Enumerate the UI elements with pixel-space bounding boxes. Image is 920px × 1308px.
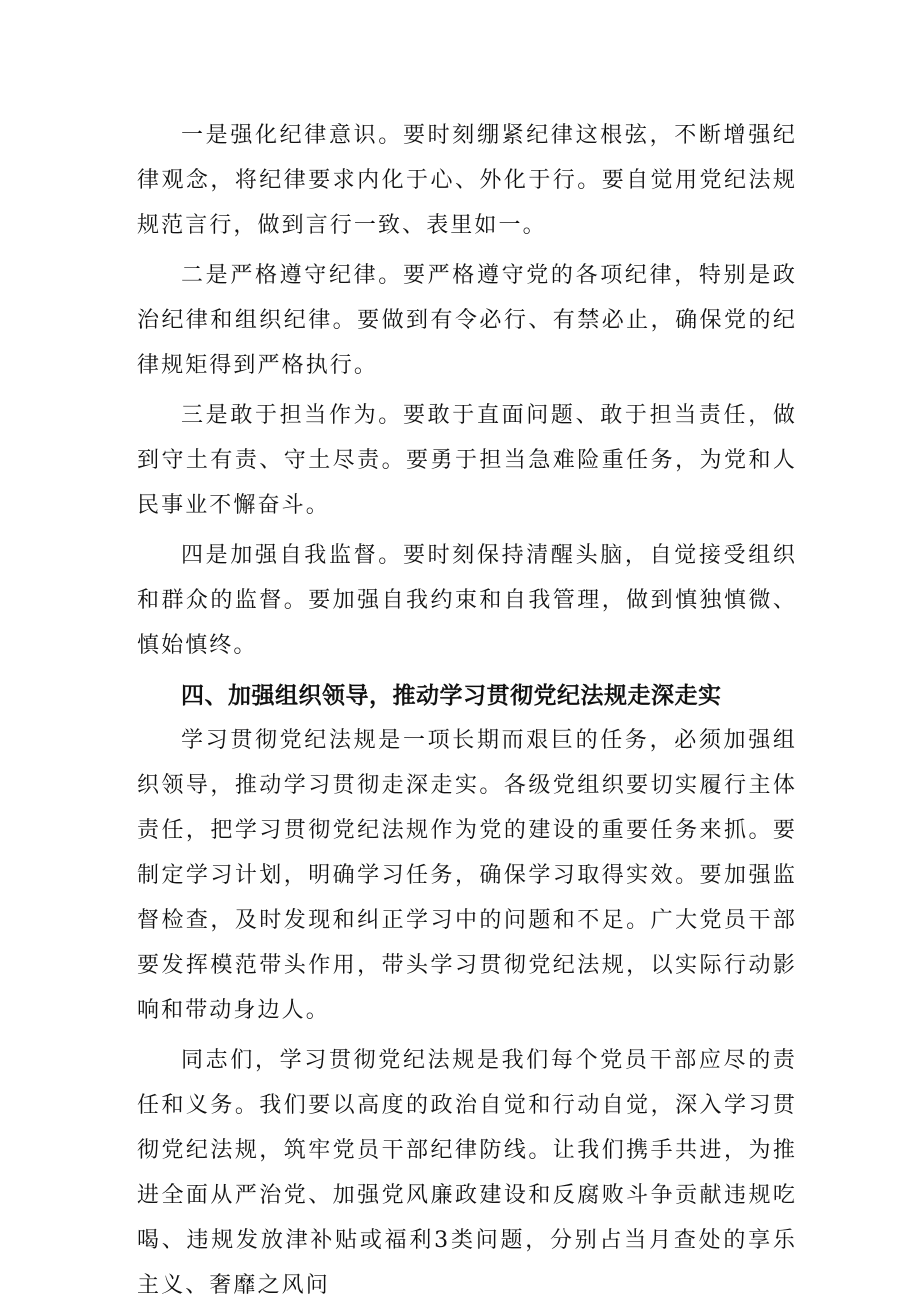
paragraph-dare-to-take-responsibility: 三是敢于担当作为。要敢于直面问题、敢于担当责任，做到守土有责、守土尽责。要勇于担当急难险重任务，为党和人民事业不懈奋斗。 — [137, 403, 797, 518]
paragraph-strengthen-discipline-awareness: 一是强化纪律意识。要时刻绷紧纪律这根弦，不断增强纪律观念，将纪律要求内化于心、外化于行。要自觉用党纪法规规范言行，做到言行一致、表里如一。 — [137, 123, 797, 238]
paragraph-closing-remarks: 同志们，学习贯彻党纪法规是我们每个党员干部应尽的责任和义务。我们要以高度的政治自觉和行动自觉，深入学习贯彻党纪法规，筑牢党员干部纪律防线。让我们携手共进，为推进全面从严治党、加强党风廉政建设和反腐败斗争贡献违规吃喝、违规发放津补贴或福利3类问题，分别占当月查处的享乐主义、奢靡之风问 — [137, 1048, 797, 1298]
paragraph-organizational-leadership: 学习贯彻党纪法规是一项长期而艰巨的任务，必须加强组织领导，推动学习贯彻走深走实。各级党组织要切实履行主体责任，把学习贯彻党纪法规作为党的建设的重要任务来抓。要制定学习计划，明确学习任务，确保学习取得实效。要加强监督检查，及时发现和纠正学习中的问题和不足。广大党员干部要发挥模范带头作用，带头学习贯彻党纪法规，以实际行动影响和带动身边人。 — [137, 728, 797, 1023]
paragraph-strengthen-self-supervision: 四是加强自我监督。要时刻保持清醒头脑，自觉接受组织和群众的监督。要加强自我约束和自我管理，做到慎独慎微、慎始慎终。 — [137, 543, 797, 658]
document-body — [137, 113, 797, 1308]
paragraph-strictly-observe-discipline: 二是严格遵守纪律。要严格遵守党的各项纪律，特别是政治纪律和组织纪律。要做到有令必行、有禁必止，确保党的纪律规矩得到严格执行。 — [137, 263, 797, 378]
section-heading: 四、加强组织领导，推动学习贯彻党纪法规走深走实 — [181, 683, 722, 709]
